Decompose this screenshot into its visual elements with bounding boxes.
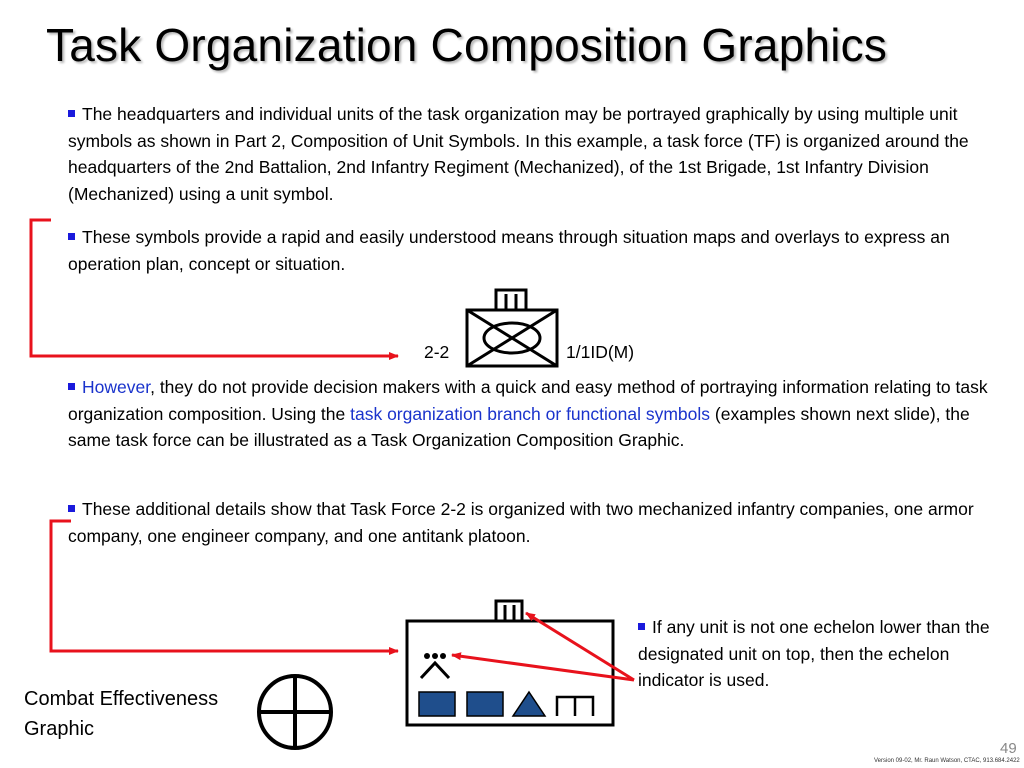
paragraph-2-text: These symbols provide a rapid and easily understood means through situation maps and overlays to express an operation plan, concept or situation. <box>68 227 950 274</box>
unit-symbol-right-label: 1/1ID(M) <box>566 342 635 362</box>
paragraph-3-text-2: (examples shown next slide), the same task force can be illustrated as a Task Organization Composition Graphic. <box>68 403 970 450</box>
combat-effectiveness-label: Combat Effectiveness Graphic <box>24 688 219 740</box>
unit-symbol-left-label: 2-2 <box>424 342 450 362</box>
paragraph-3-text-1: , they do not provide decision makers with a quick and easy method of portraying information relating to task organization composition. Using the <box>68 377 988 424</box>
paragraph-1-text: The headquarters and individual units of the task organization may be portrayed graphically by using multiple unit symbols as shown in Part 2, Composition of Unit Symbols. In this example, a task force (TF) is organized around the headquarters of the 2nd Battalion, 2nd Infantry Regiment (Mechanized), of the 1st Brigade, 1st Infantry Division (Mechanized) using a unit symbol. <box>68 104 969 204</box>
bracket-arrow-top <box>31 220 398 356</box>
branch-symbols-highlight: task organization branch or functional symbols <box>350 403 711 424</box>
paragraph-5-text: If any unit is not one echelon lower than the designated unit on top, then the echelon indicator is used. <box>638 617 990 690</box>
combat-effectiveness-icon <box>259 676 331 748</box>
page-number: 49 <box>1000 740 1017 757</box>
paragraph-4-text: These additional details show that Task Force 2-2 is organized with two mechanized infantry companies, one armor company, one engineer company, and one antitank platoon. <box>68 499 974 546</box>
mech-infantry-battalion-symbol-icon <box>467 290 557 366</box>
page-title: Task Organization Composition Graphics <box>46 19 888 71</box>
however-highlight: However <box>82 377 151 397</box>
bracket-arrow-bottom <box>51 521 398 651</box>
footer-note: Version 09-02, Mr. Raun Watson, CTAC, 913.684.2422 <box>874 758 1020 764</box>
